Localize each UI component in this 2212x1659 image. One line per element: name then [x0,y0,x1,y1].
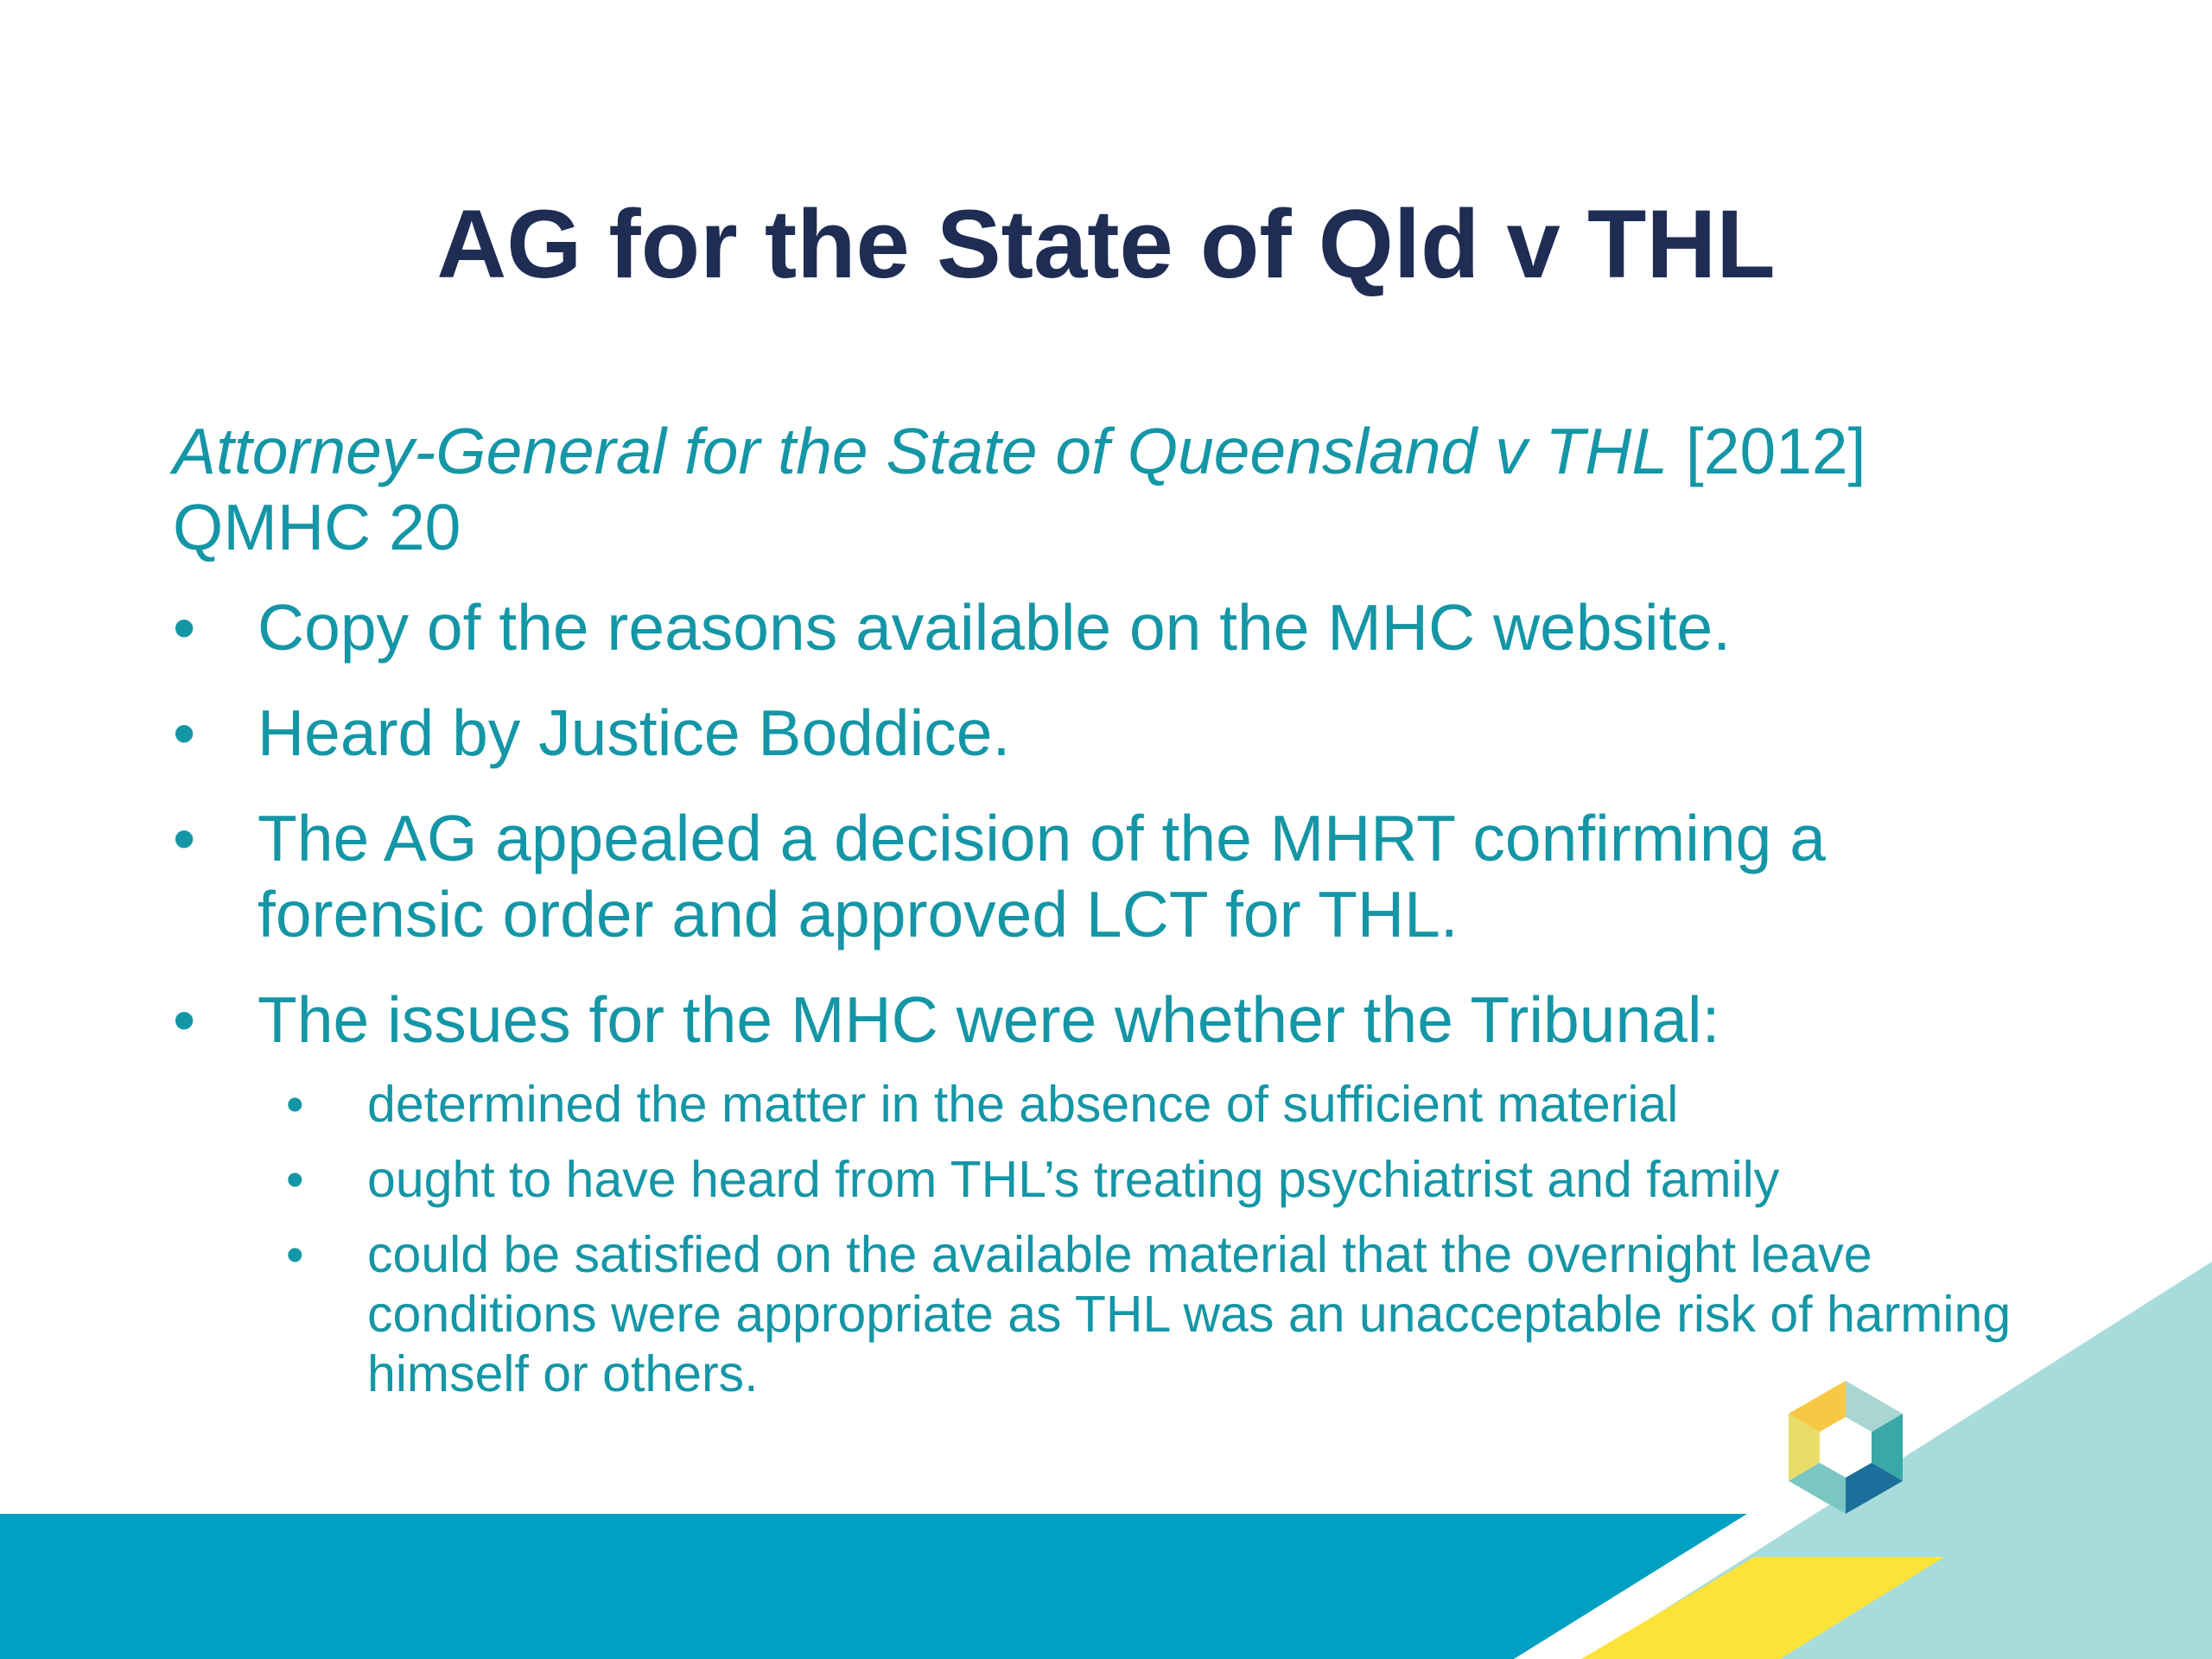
sub-bullet-dot-icon: • [286,1076,304,1133]
list-item [173,800,2056,952]
case-name: Attorney-General for the State of Queensland v THL [173,415,1669,487]
sub-bullet-dot-icon: • [286,1226,304,1283]
bullet-dot-icon: • [173,802,196,874]
sub-list-item [257,1075,2056,1135]
case-reference: [2012] QMHC 20 [173,415,1866,563]
sub-bullet-text: could be satisfied on the available material that the overnight leave conditions were appropriate as THL was an unacceptable risk of harming himself or others. [367,1226,2012,1402]
sub-bullet-list [257,1075,2056,1404]
list-item [173,695,2056,771]
sub-bullet-text: determined the matter in the absence of sufficient material [367,1076,1679,1133]
bullet-list [173,589,2056,1404]
bullet-dot-icon: • [173,696,196,769]
list-item [173,589,2056,665]
teal-band [0,1514,1747,1659]
bullet-text: The AG appealed a decision of the MHRT confirming a forensic order and approved LCT for THL. [257,802,1826,950]
slide-title: AG for the State of Qld v THL [436,190,1776,298]
bullet-text: Copy of the reasons available on the MHC website. [257,591,1732,664]
sub-list-item [257,1225,2056,1404]
sub-bullet-dot-icon: • [286,1151,304,1208]
sub-list-item [257,1150,2056,1210]
bullet-text: The issues for the MHC were whether the Tribunal: [257,983,1720,1056]
sub-bullet-text: ought to have heard from THL’s treating psychiatrist and family [367,1151,1780,1208]
slide-body [173,413,2056,1433]
list-item [173,982,2056,1404]
bullet-dot-icon: • [173,591,196,664]
case-citation [173,413,2056,565]
bullet-text: Heard by Justice Boddice. [257,696,1011,769]
bullet-dot-icon: • [173,983,196,1056]
